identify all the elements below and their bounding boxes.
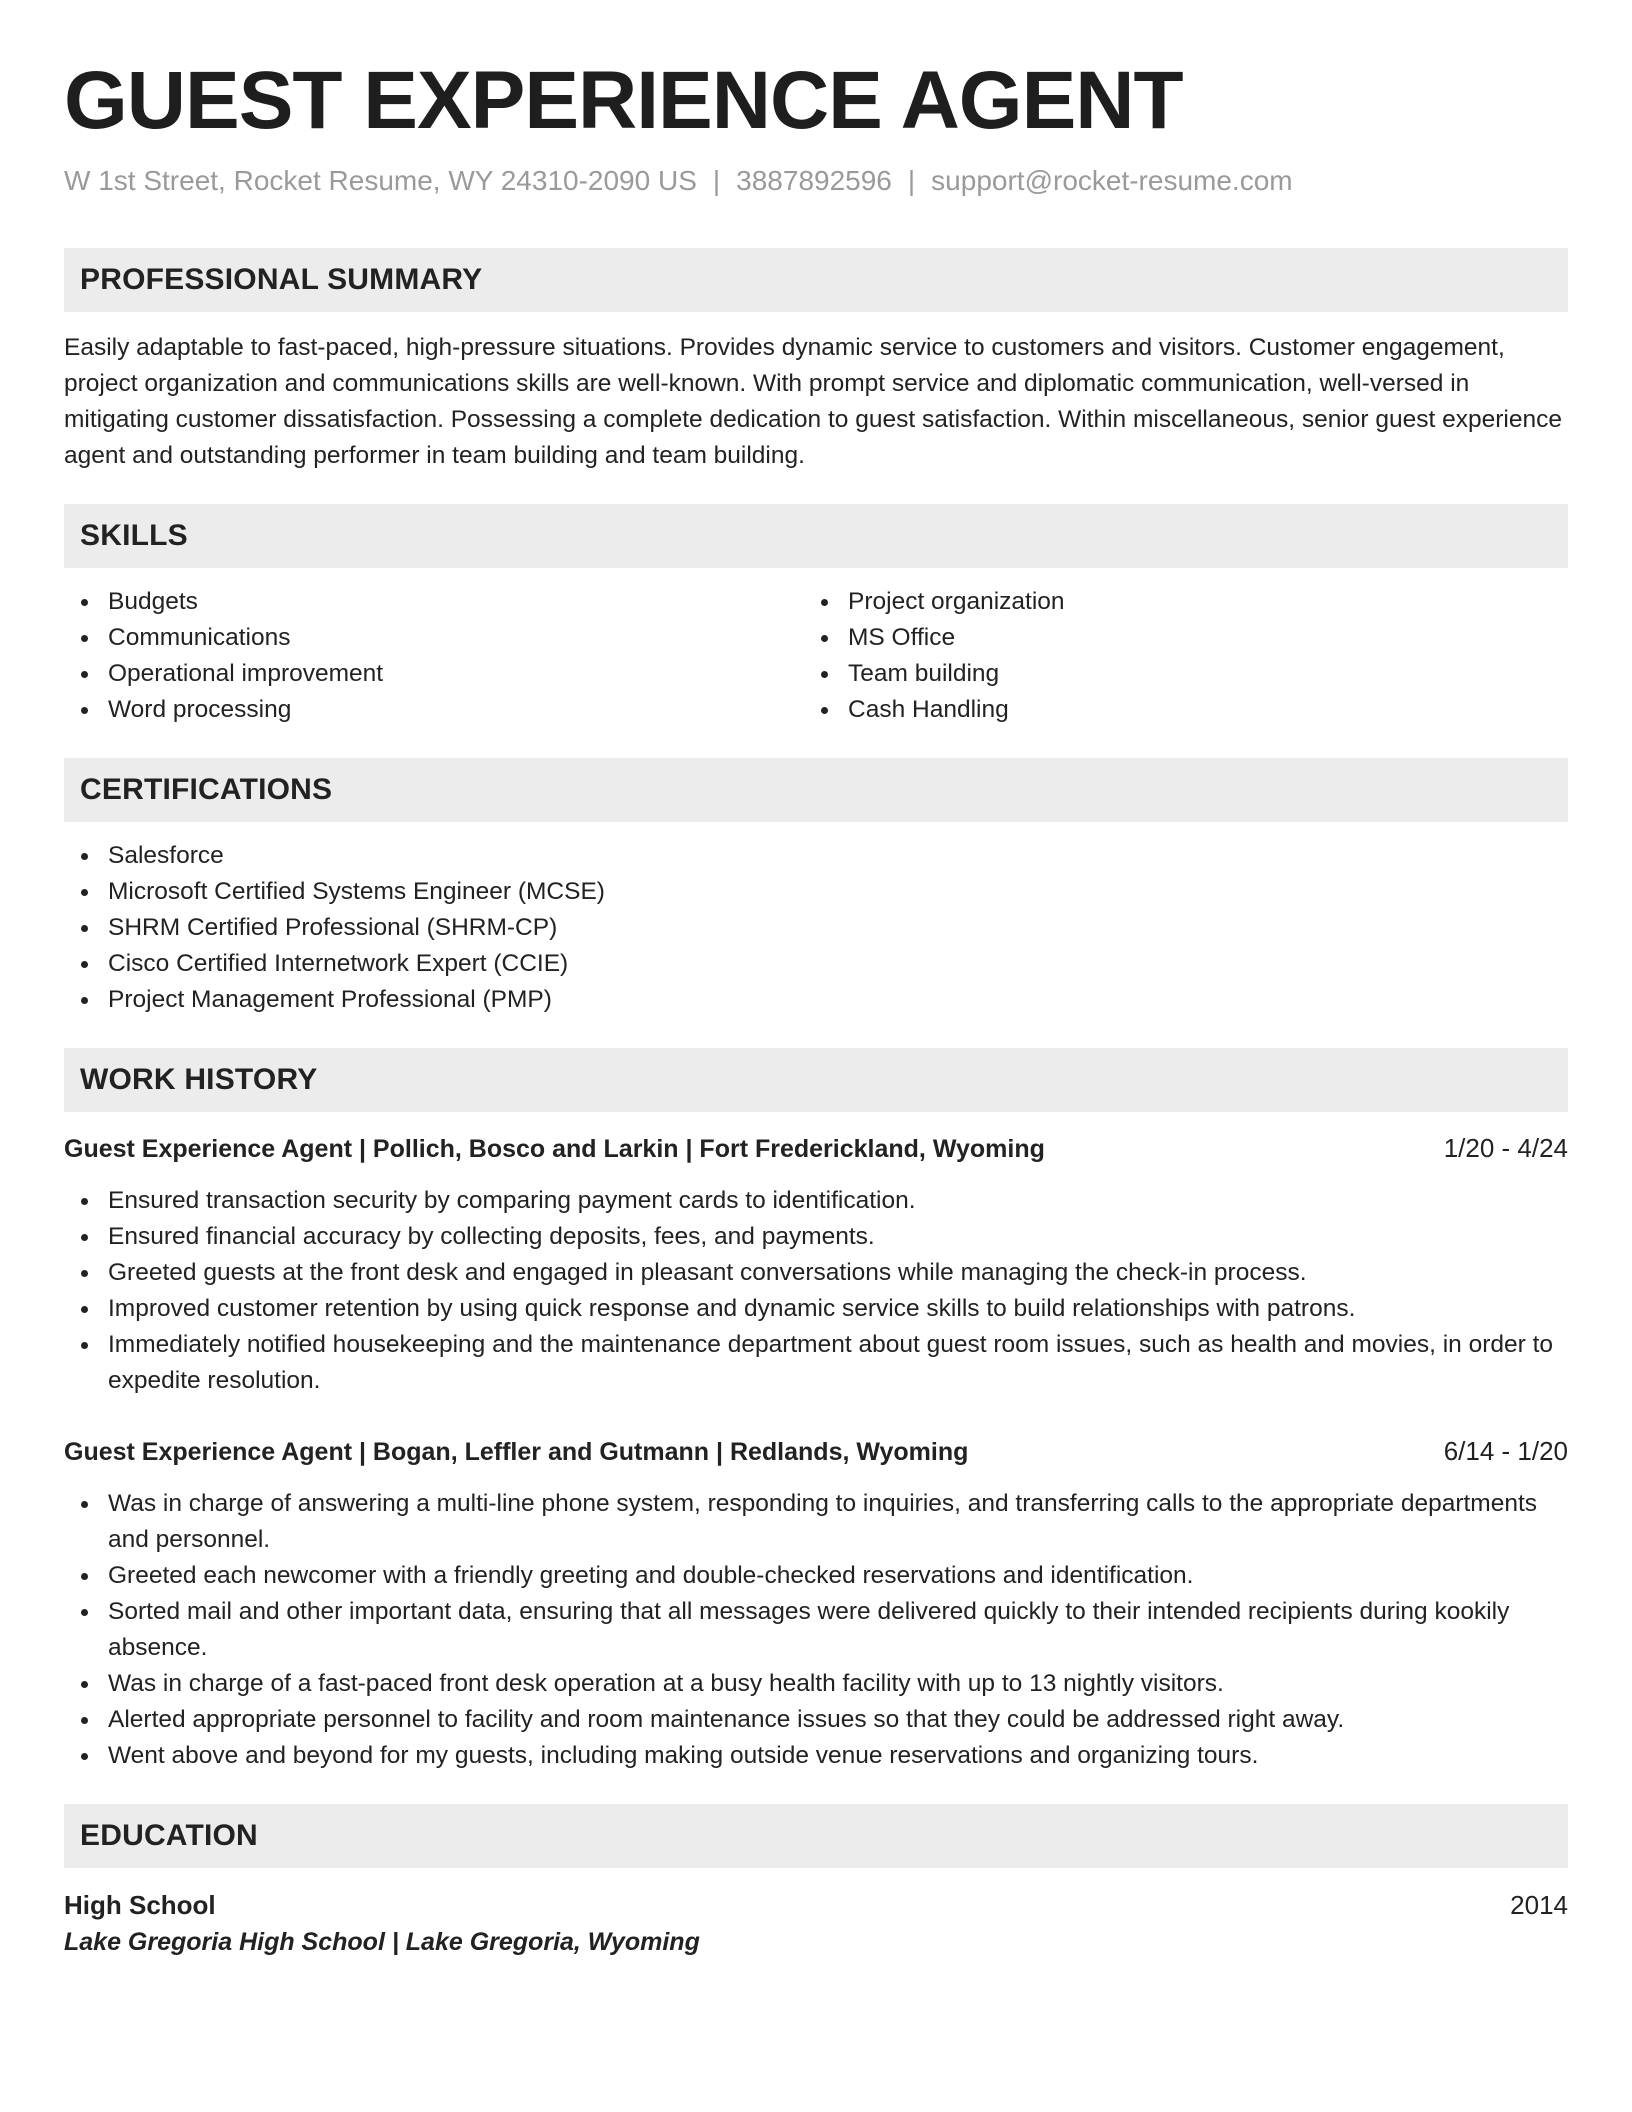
job-header xyxy=(64,1130,1568,1167)
certifications-list xyxy=(64,838,1568,1018)
job-bullet: Alerted appropriate personnel to facility and room maintenance issues so that they could be addressed right away. xyxy=(64,1702,1568,1738)
job-dates: 1/20 - 4/24 xyxy=(1443,1132,1568,1163)
job-entry xyxy=(64,1130,1568,1399)
resume-title: GUEST EXPERIENCE AGENT xyxy=(64,55,1183,146)
job-bullet: Ensured transaction security by comparing payment cards to identification. xyxy=(64,1183,1568,1219)
job-bullet: Went above and beyond for my guests, including making outside venue reservations and organizing tours. xyxy=(64,1738,1568,1774)
skills-list-left xyxy=(64,584,804,728)
email-link[interactable]: support@rocket-resume.com xyxy=(931,165,1293,197)
skills-list-right xyxy=(804,584,1544,728)
education-header xyxy=(64,1886,1568,1924)
skill-item: Communications xyxy=(64,620,804,656)
skill-item: Word processing xyxy=(64,692,804,728)
job-bullets xyxy=(64,1183,1568,1399)
summary-text: Easily adaptable to fast-paced, high-pressure situations. Provides dynamic service to customers and visitors. Customer engagement, project organization and communications skills are well-known. With prompt service and diplomatic communication, well-versed in mitigating customer dissatisfaction. Possessing a complete dedication to guest satisfaction. Within miscellaneous, senior guest experience agent and outstanding performer in team building and team building. xyxy=(64,333,1562,469)
section-heading-skills xyxy=(64,504,1568,568)
contact-line xyxy=(64,164,1568,198)
education-degree: High School xyxy=(64,1889,216,1920)
job-bullet: Sorted mail and other important data, ensuring that all messages were delivered quickly to their intended recipients during kookily absence. xyxy=(64,1594,1568,1666)
contact-separator: | xyxy=(712,165,721,197)
section-heading-work-history xyxy=(64,1048,1568,1112)
section-heading-summary xyxy=(64,248,1568,312)
skill-item: Budgets xyxy=(64,584,804,620)
job-bullet: Greeted guests at the front desk and engaged in pleasant conversations while managing the check-in process. xyxy=(64,1255,1568,1291)
job-title: Guest Experience Agent | Pollich, Bosco and Larkin | Fort Frederickland, Wyoming xyxy=(64,1134,1045,1163)
skill-item: Operational improvement xyxy=(64,656,804,692)
phone: 3887892596 xyxy=(736,165,892,197)
skills-columns xyxy=(64,568,1568,728)
skill-item: Team building xyxy=(804,656,1544,692)
job-entry xyxy=(64,1433,1568,1774)
certification-item: Microsoft Certified Systems Engineer (MCSE) xyxy=(64,874,1568,910)
certification-item: Salesforce xyxy=(64,838,1568,874)
contact-separator: | xyxy=(907,165,916,197)
job-bullet: Greeted each newcomer with a friendly greeting and double-checked reservations and identification. xyxy=(64,1558,1568,1594)
job-bullets xyxy=(64,1486,1568,1774)
job-bullet: Ensured financial accuracy by collecting deposits, fees, and payments. xyxy=(64,1219,1568,1255)
education-school: Lake Gregoria High School | Lake Gregoria, Wyoming xyxy=(64,1927,700,1956)
certification-item: Project Management Professional (PMP) xyxy=(64,982,1568,1018)
section-heading-certifications xyxy=(64,758,1568,822)
section-title: SKILLS xyxy=(80,518,188,552)
section-title: EDUCATION xyxy=(80,1818,258,1852)
skill-item: MS Office xyxy=(804,620,1544,656)
job-bullet: Improved customer retention by using quick response and dynamic service skills to build relationships with patrons. xyxy=(64,1291,1568,1327)
job-bullet: Was in charge of answering a multi-line phone system, responding to inquiries, and transferring calls to the appropriate departments and personnel. xyxy=(64,1486,1568,1558)
job-title: Guest Experience Agent | Bogan, Leffler and Gutmann | Redlands, Wyoming xyxy=(64,1437,969,1466)
skill-item: Cash Handling xyxy=(804,692,1544,728)
section-title: WORK HISTORY xyxy=(80,1062,318,1096)
education-year: 2014 xyxy=(1510,1889,1568,1920)
job-bullet: Immediately notified housekeeping and the maintenance department about guest room issues, such as health and movies, in order to expedite resolution. xyxy=(64,1327,1568,1399)
certification-item: Cisco Certified Internetwork Expert (CCIE) xyxy=(64,946,1568,982)
job-bullet: Was in charge of a fast-paced front desk operation at a busy health facility with up to 13 nightly visitors. xyxy=(64,1666,1568,1702)
section-heading-education xyxy=(64,1804,1568,1868)
skill-item: Project organization xyxy=(804,584,1544,620)
section-title: CERTIFICATIONS xyxy=(80,772,333,806)
job-dates: 6/14 - 1/20 xyxy=(1443,1435,1568,1466)
address: W 1st Street, Rocket Resume, WY 24310-2090 US xyxy=(64,165,697,197)
section-title: PROFESSIONAL SUMMARY xyxy=(80,262,483,296)
job-header xyxy=(64,1433,1568,1470)
certification-item: SHRM Certified Professional (SHRM-CP) xyxy=(64,910,1568,946)
